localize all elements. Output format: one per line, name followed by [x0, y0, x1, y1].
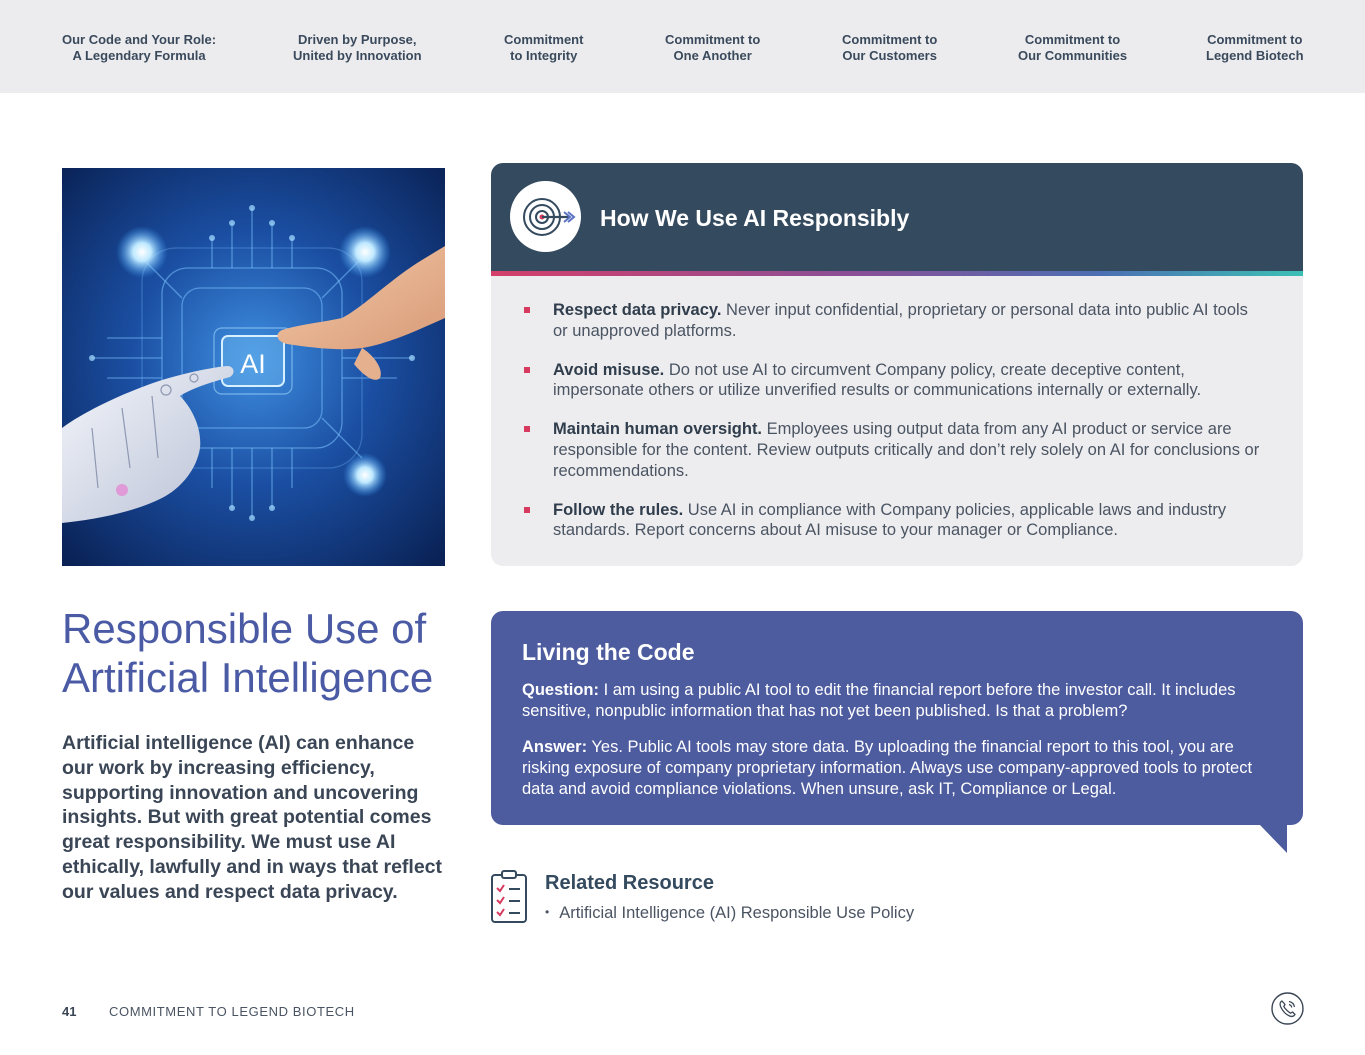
list-item-lead: Follow the rules. — [553, 500, 684, 519]
question-text: I am using a public AI tool to edit the financial report before the investor call. It includes sensitive, nonpublic information that has not yet been published. Is that a problem? — [522, 681, 1236, 720]
nav-item-line1: Commitment — [504, 32, 584, 47]
answer-paragraph — [522, 737, 1282, 799]
related-resource-link[interactable] — [545, 902, 914, 923]
list-item-lead: Respect data privacy. — [553, 301, 722, 319]
nav-item-line1: Commitment to — [1024, 32, 1121, 47]
nav-item-line2: United by Innovation — [293, 48, 422, 63]
nav-item-line1: Commitment to — [1207, 32, 1303, 47]
nav-item-communities[interactable] — [1018, 32, 1127, 64]
question-paragraph — [522, 680, 1282, 722]
nav-item-one-another[interactable] — [665, 32, 760, 64]
ai-card-title: How We Use AI Responsibly — [600, 205, 910, 231]
ai-guidelines-list — [523, 300, 1263, 559]
list-item — [523, 500, 1263, 542]
list-item — [523, 419, 1263, 481]
answer-text: Yes. Public AI tools may store data. By uploading the financial report to this tool, you are risking exposure of company proprietary information. Always use company-approved tools to protect data and avoid compliance violations. When unsure, ask IT, Compliance or Legal. — [522, 738, 1253, 798]
list-item-text: Employees using output data from any AI product or service are responsible for the content. Review outputs critically and don’t rely solely on AI for conclusions or recommendations. — [553, 420, 1260, 480]
page-title — [62, 604, 462, 702]
hero-ai-illustration — [62, 168, 445, 566]
nav-item-driven-by-purpose[interactable] — [293, 32, 422, 64]
top-navigation — [0, 0, 1365, 93]
ai-card-gradient-divider — [491, 271, 1303, 276]
list-item-text: Do not use AI to circumvent Company policy, create deceptive content, impersonate others or utilize unverified results or communications internally or externally. — [553, 360, 1202, 400]
list-item — [523, 300, 1263, 342]
footer-section-label: COMMITMENT TO LEGEND BIOTECH — [109, 1004, 355, 1019]
nav-item-line2: Our Communities — [1018, 48, 1128, 63]
list-item — [523, 360, 1263, 402]
nav-item-our-code[interactable] — [62, 32, 216, 64]
nav-item-line2: Our Customers — [842, 48, 937, 63]
ai-circuit-hands-illustration — [62, 168, 445, 566]
list-item-lead: Avoid misuse. — [553, 360, 665, 379]
nav-item-line2: Legend Biotech — [1206, 48, 1304, 63]
checklist-clipboard-icon — [489, 869, 529, 925]
ai-responsibly-card — [491, 163, 1303, 566]
nav-item-line2: to Integrity — [510, 48, 578, 63]
page-title-line1: Responsible Use of — [62, 605, 427, 652]
nav-item-integrity[interactable] — [504, 32, 583, 64]
nav-item-customers[interactable] — [842, 32, 937, 64]
intro-paragraph: Artificial intelligence (AI) can enhance our work by increasing efficiency, supporting innovation and uncovering insights. But with great potential comes great responsibility. We must use AI ethically, lawfully and in ways that reflect our values and respect data privacy. — [62, 732, 443, 903]
list-item-text: Use AI in compliance with Company policies, applicable laws and industry standards. Report concerns about AI misuse to your manager or Compliance. — [553, 500, 1227, 540]
bullet: • — [545, 905, 550, 919]
answer-label: Answer: — [522, 738, 588, 756]
target-arrow-icon — [510, 181, 581, 252]
page-title-line2: Artificial Intelligence — [62, 654, 434, 701]
ai-chip-label: AI — [240, 349, 266, 379]
nav-item-line1: Driven by Purpose, — [298, 32, 417, 47]
nav-item-line1: Commitment to — [665, 32, 761, 47]
living-the-code-title: Living the Code — [522, 639, 695, 665]
phone-icon[interactable] — [1271, 992, 1304, 1025]
question-label: Question: — [522, 681, 599, 699]
speech-bubble-tail — [1259, 824, 1287, 853]
nav-item-line2: A Legendary Formula — [72, 48, 206, 63]
nav-item-line1: Commitment to — [842, 32, 938, 47]
list-item-lead: Maintain human oversight. — [553, 420, 763, 439]
related-resource-label: Artificial Intelligence (AI) Responsible Use Policy — [559, 904, 915, 922]
page-number: 41 — [62, 1004, 77, 1019]
list-item-text: Never input confidential, proprietary or personal data into public AI tools or unapproved platforms. — [553, 301, 1248, 340]
nav-item-line2: One Another — [673, 48, 752, 63]
nav-item-legend-biotech[interactable] — [1206, 32, 1304, 64]
living-the-code-callout — [491, 611, 1303, 825]
related-resource-title: Related Resource — [545, 872, 714, 894]
nav-item-line1: Our Code and Your Role: — [62, 32, 217, 47]
